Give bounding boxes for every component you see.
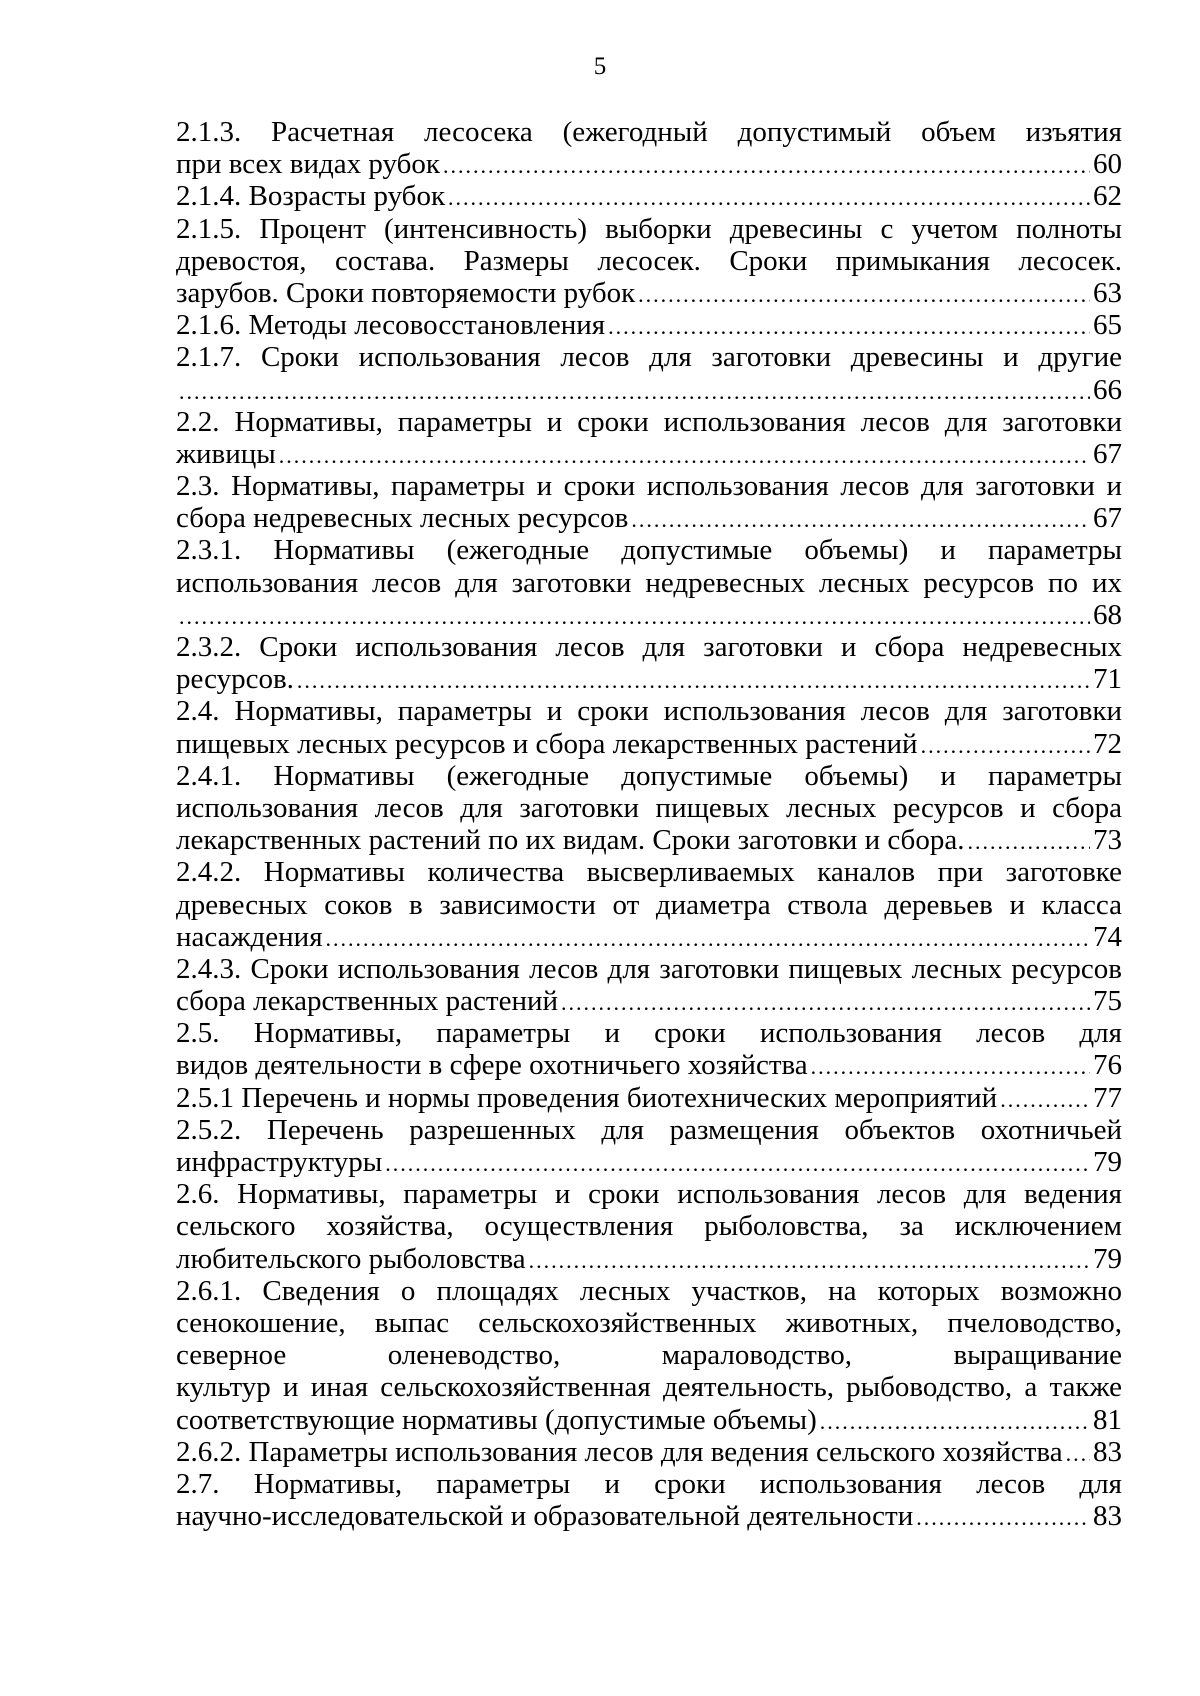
toc-page-number[interactable]: 83: [1093, 1500, 1122, 1533]
toc-entry-last-line: [176, 663, 1122, 695]
toc-entry-title-tail: 2.5.1 Перечень и нормы проведения биотехнических мероприятий: [176, 1081, 998, 1114]
toc-entry-text-line: использования лесов для заготовки недревесных лесных ресурсов по их: [176, 566, 1122, 599]
toc-entry-last-line: [176, 180, 1122, 212]
toc-page-number[interactable]: 73: [1093, 824, 1122, 857]
toc-page-number[interactable]: 68: [1093, 598, 1122, 631]
toc-page-number[interactable]: 66: [1093, 373, 1122, 406]
toc-entry-text-line: 2.4.1. Нормативы (ежегодные допустимые объемы) и параметры: [176, 759, 1122, 792]
toc-entry-text-line: сенокошение, выпас сельскохозяйственных животных, пчеловодство,: [176, 1306, 1122, 1339]
dot-leader: [279, 440, 1090, 472]
toc-entry-text-line: культур и иная сельскохозяйственная деятельность, рыбоводство, а также: [176, 1371, 1122, 1404]
toc-entry-text-line: 2.4.3. Сроки использования лесов для заготовки пищевых лесных ресурсов: [176, 952, 1122, 985]
toc-entry-title-tail: 2.1.6. Методы лесовосстановления: [176, 309, 606, 342]
toc-entry-last-line: [176, 921, 1122, 953]
toc-entry[interactable]: [176, 213, 1122, 310]
dot-leader: [631, 504, 1090, 536]
dot-leader: [326, 923, 1090, 955]
toc-entry[interactable]: [176, 116, 1122, 180]
toc-entry-text-line: 2.6.1. Сведения о площадях лесных участков, на которых возможно: [176, 1274, 1122, 1307]
toc-entry-last-line: [176, 1436, 1122, 1468]
dot-leader: [921, 730, 1090, 762]
toc-entry-text-line: 2.6. Нормативы, параметры и сроки использования лесов для ведения: [176, 1178, 1122, 1211]
toc-entry-text-line: 2.1.5. Процент (интенсивность) выборки древесины с учетом полноты: [176, 212, 1122, 245]
toc-entry-title-tail: зарубов. Сроки повторяемости рубок: [176, 276, 636, 309]
toc-entry-title-tail: сбора лекарственных растений: [176, 985, 559, 1018]
toc-entry[interactable]: [176, 631, 1122, 695]
toc-entry-last-line: [176, 374, 1122, 406]
dot-leader: [638, 279, 1090, 311]
toc-page-number[interactable]: 65: [1093, 309, 1122, 342]
toc-entry-title-tail: лекарственных растений по их видам. Сроки заготовки и сбора.: [176, 824, 965, 857]
toc-entry-title-tail: пищевых лесных ресурсов и сбора лекарственных растений: [176, 727, 918, 760]
toc-entry-text-line: северное оленеводство, мараловодство, выращивание: [176, 1339, 1122, 1372]
toc-entry-text-line: древесных соков в зависимости от диаметра ствола деревьев и класса: [176, 888, 1122, 921]
toc-entry-title-tail: насаждения: [176, 920, 323, 953]
toc-page-number[interactable]: 67: [1093, 437, 1122, 470]
dot-leader: [179, 601, 1090, 633]
toc-entry[interactable]: [176, 1468, 1122, 1532]
toc-entry-last-line: [176, 1404, 1122, 1436]
toc-entry[interactable]: [176, 470, 1122, 534]
toc-entry-last-line: [176, 985, 1122, 1017]
toc-entry[interactable]: [176, 1017, 1122, 1081]
toc-entry-last-line: [176, 1243, 1122, 1275]
toc-entry-last-line: [176, 438, 1122, 470]
dot-leader: [443, 150, 1090, 182]
dot-leader: [820, 1406, 1090, 1438]
toc-entry-last-line: [176, 1146, 1122, 1178]
dot-leader: [561, 987, 1090, 1019]
dot-leader: [916, 1502, 1090, 1534]
toc-entry-last-line: [176, 1049, 1122, 1081]
toc-entry[interactable]: [176, 1178, 1122, 1275]
toc-entry-text-line: 2.4. Нормативы, параметры и сроки использования лесов для заготовки: [176, 695, 1122, 728]
toc-page-number[interactable]: 81: [1093, 1403, 1122, 1436]
toc-entry[interactable]: [176, 1436, 1122, 1468]
toc-entry-text-line: 2.3. Нормативы, параметры и сроки использования лесов для заготовки и: [176, 470, 1122, 503]
toc-entry-last-line: [176, 502, 1122, 534]
toc-entry-text-line: 2.3.2. Сроки использования лесов для заготовки и сбора недревесных: [176, 631, 1122, 663]
dot-leader: [179, 376, 1090, 408]
dot-leader: [529, 1245, 1090, 1277]
toc-entry-last-line: [176, 824, 1122, 856]
toc-entry[interactable]: [176, 341, 1122, 405]
toc-entry-text-line: 2.2. Нормативы, параметры и сроки использования лесов для заготовки: [176, 405, 1122, 438]
dot-leader: [448, 182, 1090, 214]
toc-entry[interactable]: [176, 1275, 1122, 1436]
dot-leader: [608, 311, 1090, 343]
toc-entry-text-line: 2.5. Нормативы, параметры и сроки использования лесов для: [176, 1017, 1122, 1050]
toc-entry-title-tail: 2.1.4. Возрасты рубок: [176, 180, 446, 213]
toc-page-number[interactable]: 67: [1093, 502, 1122, 535]
toc-entry-text-line: 2.5.2. Перечень разрешенных для размещения объектов охотничьей: [176, 1113, 1122, 1146]
toc-page-number[interactable]: 71: [1093, 663, 1122, 696]
toc-page-number[interactable]: 63: [1093, 276, 1122, 309]
toc-entry[interactable]: [176, 953, 1122, 1017]
table-of-contents: [176, 116, 1122, 1532]
toc-entry-title-tail: любительского рыболовства: [176, 1242, 526, 1275]
toc-entry-text-line: 2.1.7. Сроки использования лесов для заготовки древесины и другие: [176, 341, 1122, 374]
toc-entry-text-line: сельского хозяйства, осуществления рыболовства, за исключением: [176, 1210, 1122, 1243]
toc-page-number[interactable]: 72: [1093, 727, 1122, 760]
toc-entry-title-tail: инфраструктуры: [176, 1146, 383, 1178]
toc-entry-last-line: [176, 599, 1122, 631]
dot-leader: [1066, 1438, 1090, 1470]
toc-entry[interactable]: [176, 406, 1122, 470]
toc-entry-title-tail: ресурсов.: [176, 663, 294, 696]
toc-page-number[interactable]: 77: [1093, 1081, 1122, 1114]
toc-entry-text-line: 2.1.3. Расчетная лесосека (ежегодный допустимый объем изъятия: [176, 116, 1122, 148]
toc-entry-title-tail: видов деятельности в сфере охотничьего хозяйства: [176, 1049, 808, 1082]
toc-page-number[interactable]: 76: [1093, 1049, 1122, 1082]
toc-entry[interactable]: [176, 309, 1122, 341]
toc-entry-text-line: 2.4.2. Нормативы количества высверливаемых каналов при заготовке: [176, 856, 1122, 889]
dot-leader: [385, 1148, 1090, 1180]
toc-entry-text-line: 2.7. Нормативы, параметры и сроки использования лесов для: [176, 1467, 1122, 1500]
toc-page-number[interactable]: 60: [1093, 148, 1122, 181]
toc-entry-last-line: [176, 728, 1122, 760]
toc-page-number[interactable]: 79: [1093, 1146, 1122, 1178]
toc-entry-text-line: древостоя, состава. Размеры лесосек. Сроки примыкания лесосек.: [176, 244, 1122, 277]
toc-entry[interactable]: [176, 856, 1122, 953]
toc-entry-title-tail: соответствующие нормативы (допустимые объемы): [176, 1403, 817, 1436]
toc-entry-text-line: 2.3.1. Нормативы (ежегодные допустимые объемы) и параметры: [176, 534, 1122, 567]
toc-entry-title-tail: живицы: [176, 437, 276, 470]
toc-entry-last-line: [176, 1500, 1122, 1532]
toc-entry-last-line: [176, 148, 1122, 180]
toc-page-number[interactable]: 62: [1093, 180, 1122, 213]
toc-entry[interactable]: [176, 534, 1122, 631]
toc-entry-last-line: [176, 277, 1122, 309]
toc-entry[interactable]: [176, 1082, 1122, 1114]
toc-entry-title-tail: сбора недревесных лесных ресурсов: [176, 502, 629, 535]
toc-page-number[interactable]: 75: [1093, 985, 1122, 1018]
toc-entry[interactable]: [176, 695, 1122, 759]
dot-leader: [297, 665, 1090, 697]
toc-entry[interactable]: [176, 180, 1122, 212]
toc-entry-text-line: использования лесов для заготовки пищевых лесных ресурсов и сбора: [176, 791, 1122, 824]
toc-entry-title-tail: 2.6.2. Параметры использования лесов для ведения сельского хозяйства: [176, 1435, 1063, 1468]
toc-entry-last-line: [176, 1082, 1122, 1114]
toc-page-number[interactable]: 79: [1093, 1242, 1122, 1275]
toc-entry[interactable]: [176, 760, 1122, 857]
toc-page-number[interactable]: 83: [1093, 1435, 1122, 1468]
toc-entry[interactable]: [176, 1114, 1122, 1178]
dot-leader: [1000, 1084, 1090, 1116]
toc-entry-title-tail: при всех видах рубок: [176, 148, 440, 181]
toc-entry-last-line: [176, 309, 1122, 341]
toc-entry-title-tail: научно-исследовательской и образовательной деятельности: [176, 1500, 914, 1533]
dot-leader: [967, 826, 1090, 858]
page-number: 5: [593, 53, 607, 80]
toc-page-number[interactable]: 74: [1093, 920, 1122, 953]
dot-leader: [811, 1051, 1090, 1083]
